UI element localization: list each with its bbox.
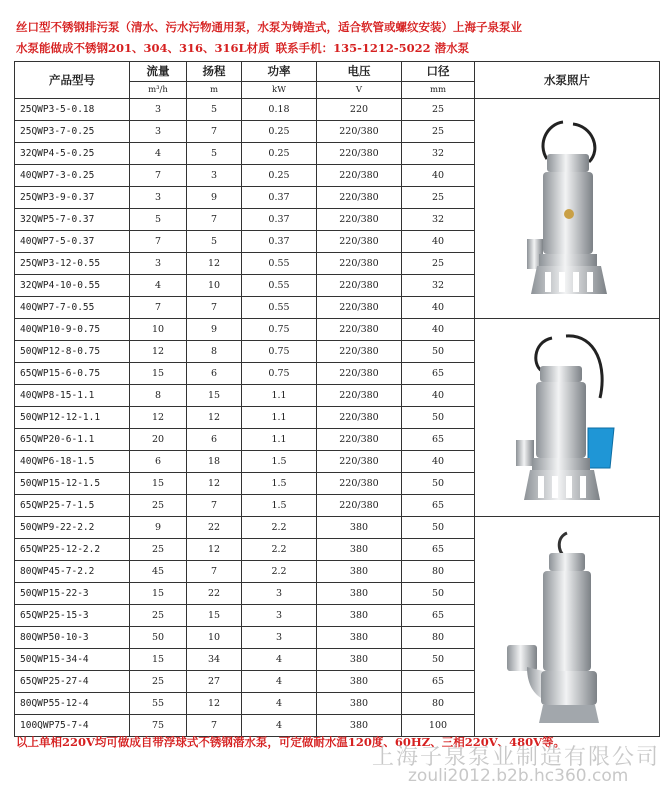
voltage-cell: 220/380 — [317, 297, 402, 319]
flow-cell: 10 — [130, 319, 187, 341]
head-cell: 12 — [187, 473, 242, 495]
head-cell: 5 — [187, 143, 242, 165]
model-cell: 65QWP15-6-0.75 — [15, 363, 130, 385]
caliber-cell: 40 — [402, 231, 475, 253]
caliber-cell: 50 — [402, 649, 475, 671]
power-cell: 4 — [242, 649, 317, 671]
flow-cell: 7 — [130, 165, 187, 187]
head-cell: 7 — [187, 495, 242, 517]
caliber-cell: 80 — [402, 627, 475, 649]
power-cell: 0.37 — [242, 209, 317, 231]
power-cell: 4 — [242, 693, 317, 715]
caliber-cell: 65 — [402, 363, 475, 385]
model-cell: 50QWP9-22-2.2 — [15, 517, 130, 539]
page-title: 丝口型不锈钢排污泵（清水、污水污物通用泵，水泵为铸造式，适合软管或螺纹安装）上海子泉泵业 — [16, 20, 522, 34]
caliber-cell: 50 — [402, 583, 475, 605]
head-cell: 22 — [187, 583, 242, 605]
caliber-cell: 40 — [402, 297, 475, 319]
model-cell: 50QWP15-34-4 — [15, 649, 130, 671]
voltage-cell: 220 — [317, 99, 402, 121]
power-cell: 0.55 — [242, 253, 317, 275]
power-cell: 0.18 — [242, 99, 317, 121]
flow-cell: 3 — [130, 187, 187, 209]
caliber-cell: 25 — [402, 99, 475, 121]
pump-photo-cell — [475, 319, 660, 517]
voltage-cell: 220/380 — [317, 473, 402, 495]
table-row — [15, 99, 660, 121]
voltage-cell: 380 — [317, 693, 402, 715]
model-cell: 50QWP12-8-0.75 — [15, 341, 130, 363]
model-cell: 65QWP25-12-2.2 — [15, 539, 130, 561]
watermark-company: 上海子泉泵业制造有限公司 — [372, 745, 661, 770]
head-cell: 6 — [187, 429, 242, 451]
flow-cell: 15 — [130, 583, 187, 605]
flow-cell: 55 — [130, 693, 187, 715]
caliber-cell: 40 — [402, 385, 475, 407]
flow-cell: 8 — [130, 385, 187, 407]
model-cell: 65QWP25-7-1.5 — [15, 495, 130, 517]
head-cell: 6 — [187, 363, 242, 385]
caliber-cell: 25 — [402, 253, 475, 275]
flow-cell: 4 — [130, 275, 187, 297]
head-cell: 12 — [187, 693, 242, 715]
flow-cell: 50 — [130, 627, 187, 649]
power-cell: 1.5 — [242, 451, 317, 473]
col-header-flow: 流量 — [130, 62, 187, 82]
voltage-cell: 220/380 — [317, 121, 402, 143]
voltage-cell: 220/380 — [317, 363, 402, 385]
power-cell: 4 — [242, 671, 317, 693]
model-cell: 50QWP15-22-3 — [15, 583, 130, 605]
flow-cell: 5 — [130, 209, 187, 231]
caliber-cell: 80 — [402, 693, 475, 715]
model-cell: 50QWP12-12-1.1 — [15, 407, 130, 429]
caliber-cell: 50 — [402, 473, 475, 495]
model-cell: 65QWP25-27-4 — [15, 671, 130, 693]
pump-photo-cell — [475, 99, 660, 319]
model-cell: 40QWP7-5-0.37 — [15, 231, 130, 253]
flow-cell: 3 — [130, 99, 187, 121]
power-cell: 0.25 — [242, 165, 317, 187]
voltage-cell: 380 — [317, 517, 402, 539]
pump-float-switch-icon — [502, 328, 632, 508]
material-text: 水泵能做成不锈钢201、304、316、316L材质 — [16, 41, 270, 55]
power-cell: 2.2 — [242, 539, 317, 561]
head-cell: 22 — [187, 517, 242, 539]
flow-cell: 25 — [130, 671, 187, 693]
model-cell: 25QWP3-7-0.25 — [15, 121, 130, 143]
head-cell: 7 — [187, 561, 242, 583]
voltage-cell: 380 — [317, 605, 402, 627]
head-cell: 12 — [187, 539, 242, 561]
head-cell: 3 — [187, 165, 242, 187]
model-cell: 32QWP4-10-0.55 — [15, 275, 130, 297]
caliber-cell: 65 — [402, 429, 475, 451]
col-header-power: 功率 — [242, 62, 317, 82]
voltage-cell: 220/380 — [317, 231, 402, 253]
power-cell: 0.55 — [242, 297, 317, 319]
caliber-cell: 40 — [402, 165, 475, 187]
model-cell: 40QWP8-15-1.1 — [15, 385, 130, 407]
caliber-cell: 65 — [402, 605, 475, 627]
pump-photo-cell — [475, 517, 660, 737]
voltage-cell: 380 — [317, 539, 402, 561]
model-cell: 80QWP55-12-4 — [15, 693, 130, 715]
power-cell: 4 — [242, 715, 317, 737]
col-header-voltage: 电压 — [317, 62, 402, 82]
col-header-caliber: 口径 — [402, 62, 475, 82]
voltage-cell: 380 — [317, 561, 402, 583]
flow-cell: 15 — [130, 649, 187, 671]
voltage-cell: 220/380 — [317, 275, 402, 297]
model-cell: 32QWP5-7-0.37 — [15, 209, 130, 231]
flow-cell: 3 — [130, 121, 187, 143]
caliber-cell: 65 — [402, 495, 475, 517]
voltage-cell: 220/380 — [317, 253, 402, 275]
model-cell: 80QWP45-7-2.2 — [15, 561, 130, 583]
table-row — [15, 319, 660, 341]
head-cell: 10 — [187, 275, 242, 297]
head-cell: 15 — [187, 605, 242, 627]
power-cell: 0.75 — [242, 341, 317, 363]
head-cell: 9 — [187, 187, 242, 209]
model-cell: 50QWP15-12-1.5 — [15, 473, 130, 495]
power-cell: 0.37 — [242, 231, 317, 253]
footer-note: 以上单相220V均可做成自带浮球式不锈钢潜水泵，可定做耐水温120度、60HZ、三相220V、480V等。 — [16, 735, 566, 749]
caliber-cell: 80 — [402, 561, 475, 583]
caliber-cell: 50 — [402, 407, 475, 429]
power-cell: 3 — [242, 583, 317, 605]
power-cell: 1.5 — [242, 495, 317, 517]
caliber-cell: 32 — [402, 143, 475, 165]
voltage-cell: 220/380 — [317, 429, 402, 451]
col-header-head: 扬程 — [187, 62, 242, 82]
power-cell: 0.75 — [242, 363, 317, 385]
flow-cell: 4 — [130, 143, 187, 165]
table-row — [15, 517, 660, 539]
head-cell: 8 — [187, 341, 242, 363]
caliber-cell: 65 — [402, 671, 475, 693]
model-cell: 80QWP50-10-3 — [15, 627, 130, 649]
material-note — [16, 40, 469, 56]
pump-large-outlet-icon — [497, 527, 637, 727]
col-header-model: 产品型号 — [15, 62, 130, 99]
power-cell: 0.25 — [242, 121, 317, 143]
caliber-cell: 40 — [402, 451, 475, 473]
flow-cell: 25 — [130, 495, 187, 517]
caliber-cell: 50 — [402, 517, 475, 539]
voltage-cell: 220/380 — [317, 319, 402, 341]
power-cell: 2.2 — [242, 517, 317, 539]
head-cell: 12 — [187, 253, 242, 275]
flow-cell: 9 — [130, 517, 187, 539]
caliber-cell: 32 — [402, 209, 475, 231]
flow-cell: 20 — [130, 429, 187, 451]
model-cell: 65QWP20-6-1.1 — [15, 429, 130, 451]
flow-cell: 12 — [130, 407, 187, 429]
power-cell: 1.1 — [242, 429, 317, 451]
head-cell: 18 — [187, 451, 242, 473]
model-cell: 25QWP3-12-0.55 — [15, 253, 130, 275]
caliber-cell: 40 — [402, 319, 475, 341]
caliber-cell: 25 — [402, 121, 475, 143]
head-cell: 9 — [187, 319, 242, 341]
head-cell: 7 — [187, 715, 242, 737]
unit-flow: m³/h — [130, 82, 187, 99]
flow-cell: 12 — [130, 341, 187, 363]
voltage-cell: 220/380 — [317, 451, 402, 473]
head-cell: 15 — [187, 385, 242, 407]
power-cell: 3 — [242, 627, 317, 649]
voltage-cell: 380 — [317, 583, 402, 605]
model-cell: 65QWP25-15-3 — [15, 605, 130, 627]
unit-caliber: mm — [402, 82, 475, 99]
voltage-cell: 220/380 — [317, 187, 402, 209]
model-cell: 25QWP3-9-0.37 — [15, 187, 130, 209]
unit-head: m — [187, 82, 242, 99]
model-cell: 40QWP7-3-0.25 — [15, 165, 130, 187]
power-cell: 1.5 — [242, 473, 317, 495]
flow-cell: 75 — [130, 715, 187, 737]
power-cell: 0.37 — [242, 187, 317, 209]
flow-cell: 3 — [130, 253, 187, 275]
model-cell: 40QWP6-18-1.5 — [15, 451, 130, 473]
head-cell: 27 — [187, 671, 242, 693]
caliber-cell: 25 — [402, 187, 475, 209]
voltage-cell: 220/380 — [317, 165, 402, 187]
power-cell: 0.55 — [242, 275, 317, 297]
voltage-cell: 220/380 — [317, 495, 402, 517]
flow-cell: 7 — [130, 297, 187, 319]
head-cell: 5 — [187, 99, 242, 121]
caliber-cell: 65 — [402, 539, 475, 561]
col-header-photo: 水泵照片 — [475, 62, 660, 99]
spec-table — [14, 61, 660, 737]
flow-cell: 15 — [130, 363, 187, 385]
head-cell: 7 — [187, 297, 242, 319]
flow-cell: 7 — [130, 231, 187, 253]
head-cell: 7 — [187, 209, 242, 231]
power-cell: 3 — [242, 605, 317, 627]
head-cell: 5 — [187, 231, 242, 253]
power-cell: 1.1 — [242, 385, 317, 407]
caliber-cell: 32 — [402, 275, 475, 297]
power-cell: 1.1 — [242, 407, 317, 429]
flow-cell: 25 — [130, 605, 187, 627]
caliber-cell: 50 — [402, 341, 475, 363]
voltage-cell: 220/380 — [317, 341, 402, 363]
model-cell: 25QWP3-5-0.18 — [15, 99, 130, 121]
flow-cell: 45 — [130, 561, 187, 583]
voltage-cell: 380 — [317, 649, 402, 671]
head-cell: 34 — [187, 649, 242, 671]
voltage-cell: 220/380 — [317, 143, 402, 165]
model-cell: 40QWP7-7-0.55 — [15, 297, 130, 319]
power-cell: 0.25 — [242, 143, 317, 165]
flow-cell: 25 — [130, 539, 187, 561]
flow-cell: 6 — [130, 451, 187, 473]
flow-cell: 15 — [130, 473, 187, 495]
contact-phone: 联系手机：135-1212-5022 潜水泵 — [275, 41, 470, 55]
voltage-cell: 380 — [317, 627, 402, 649]
unit-power: kW — [242, 82, 317, 99]
model-cell: 40QWP10-9-0.75 — [15, 319, 130, 341]
model-cell: 32QWP4-5-0.25 — [15, 143, 130, 165]
voltage-cell: 380 — [317, 715, 402, 737]
model-cell: 100QWP75-7-4 — [15, 715, 130, 737]
voltage-cell: 220/380 — [317, 407, 402, 429]
voltage-cell: 220/380 — [317, 209, 402, 231]
head-cell: 7 — [187, 121, 242, 143]
head-cell: 10 — [187, 627, 242, 649]
pump-small-icon — [507, 114, 627, 304]
head-cell: 12 — [187, 407, 242, 429]
voltage-cell: 220/380 — [317, 385, 402, 407]
power-cell: 2.2 — [242, 561, 317, 583]
watermark-url: zouli2012.b2b.hc360.com — [408, 766, 629, 786]
voltage-cell: 380 — [317, 671, 402, 693]
power-cell: 0.75 — [242, 319, 317, 341]
caliber-cell: 100 — [402, 715, 475, 737]
unit-voltage: V — [317, 82, 402, 99]
